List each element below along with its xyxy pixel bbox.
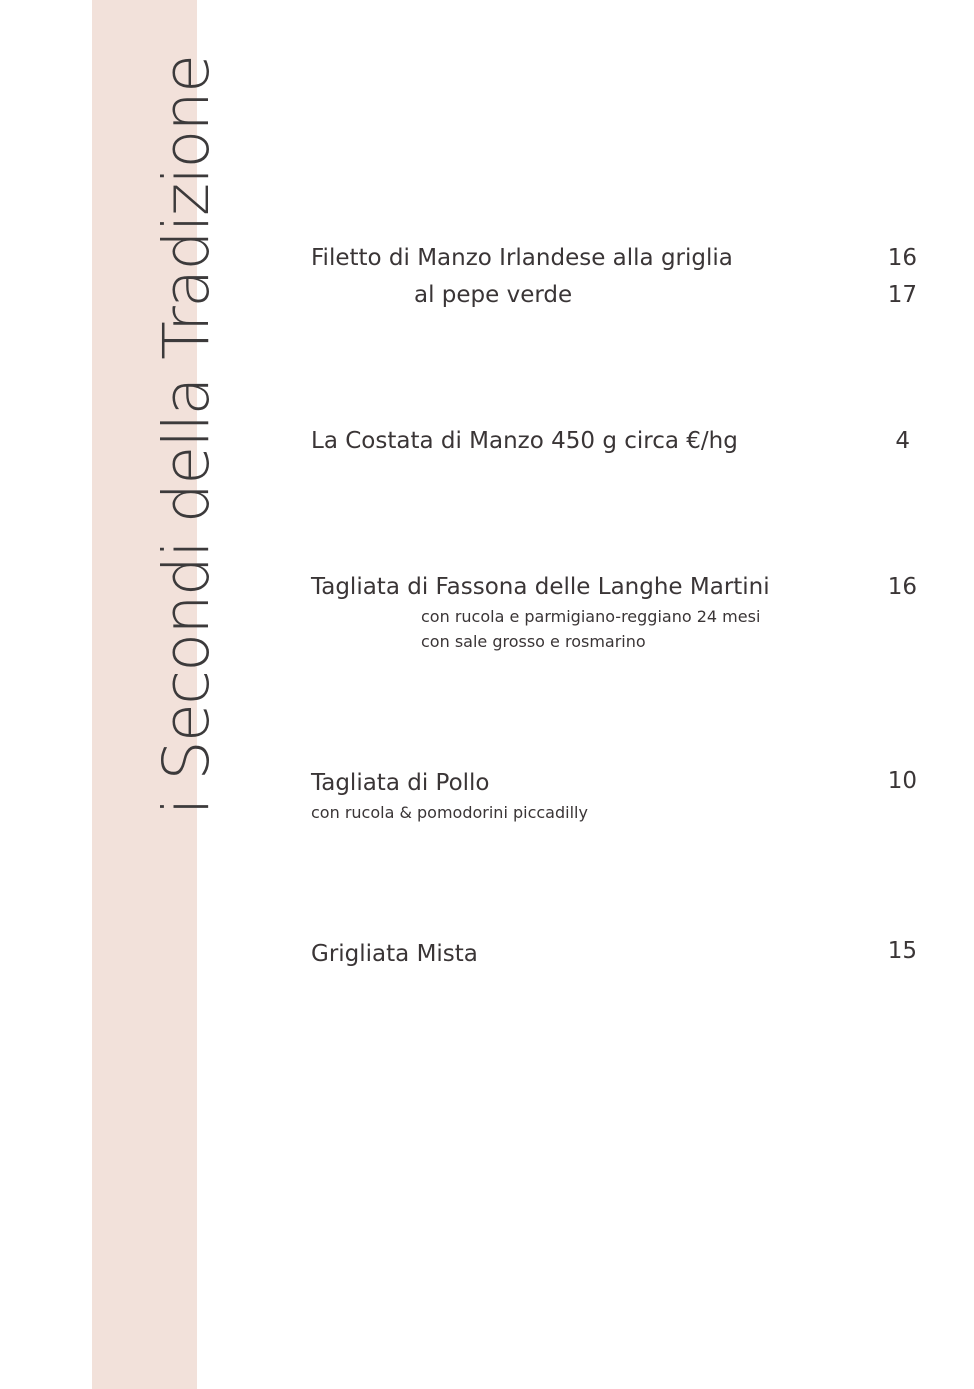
- menu-item-name: Tagliata di Pollo: [311, 770, 490, 796]
- section-title: i Secondi della Tradizione: [150, 55, 223, 815]
- menu-item-price: 10: [887, 768, 917, 794]
- menu-item-name: Grigliata Mista: [311, 941, 478, 967]
- menu-item-variant: al pepe verde: [414, 282, 573, 308]
- menu-item-name: Tagliata di Fassona delle Langhe Martini: [311, 574, 770, 600]
- menu-item-detail: con rucola & pomodorini piccadilly: [311, 803, 588, 822]
- menu-item-price: 16: [887, 245, 917, 271]
- menu-item-price: 15: [887, 938, 917, 964]
- menu-item-price: 4: [895, 428, 910, 454]
- menu-item-variant-price: 17: [887, 282, 917, 308]
- menu-item-detail: con rucola e parmigiano-reggiano 24 mesi: [421, 607, 761, 626]
- menu-item-name: Filetto di Manzo Irlandese alla griglia: [311, 245, 733, 271]
- menu-item-detail: con sale grosso e rosmarino: [421, 632, 646, 651]
- menu-item-name: La Costata di Manzo 450 g circa €/hg: [311, 428, 738, 454]
- menu-item-price: 16: [887, 574, 917, 600]
